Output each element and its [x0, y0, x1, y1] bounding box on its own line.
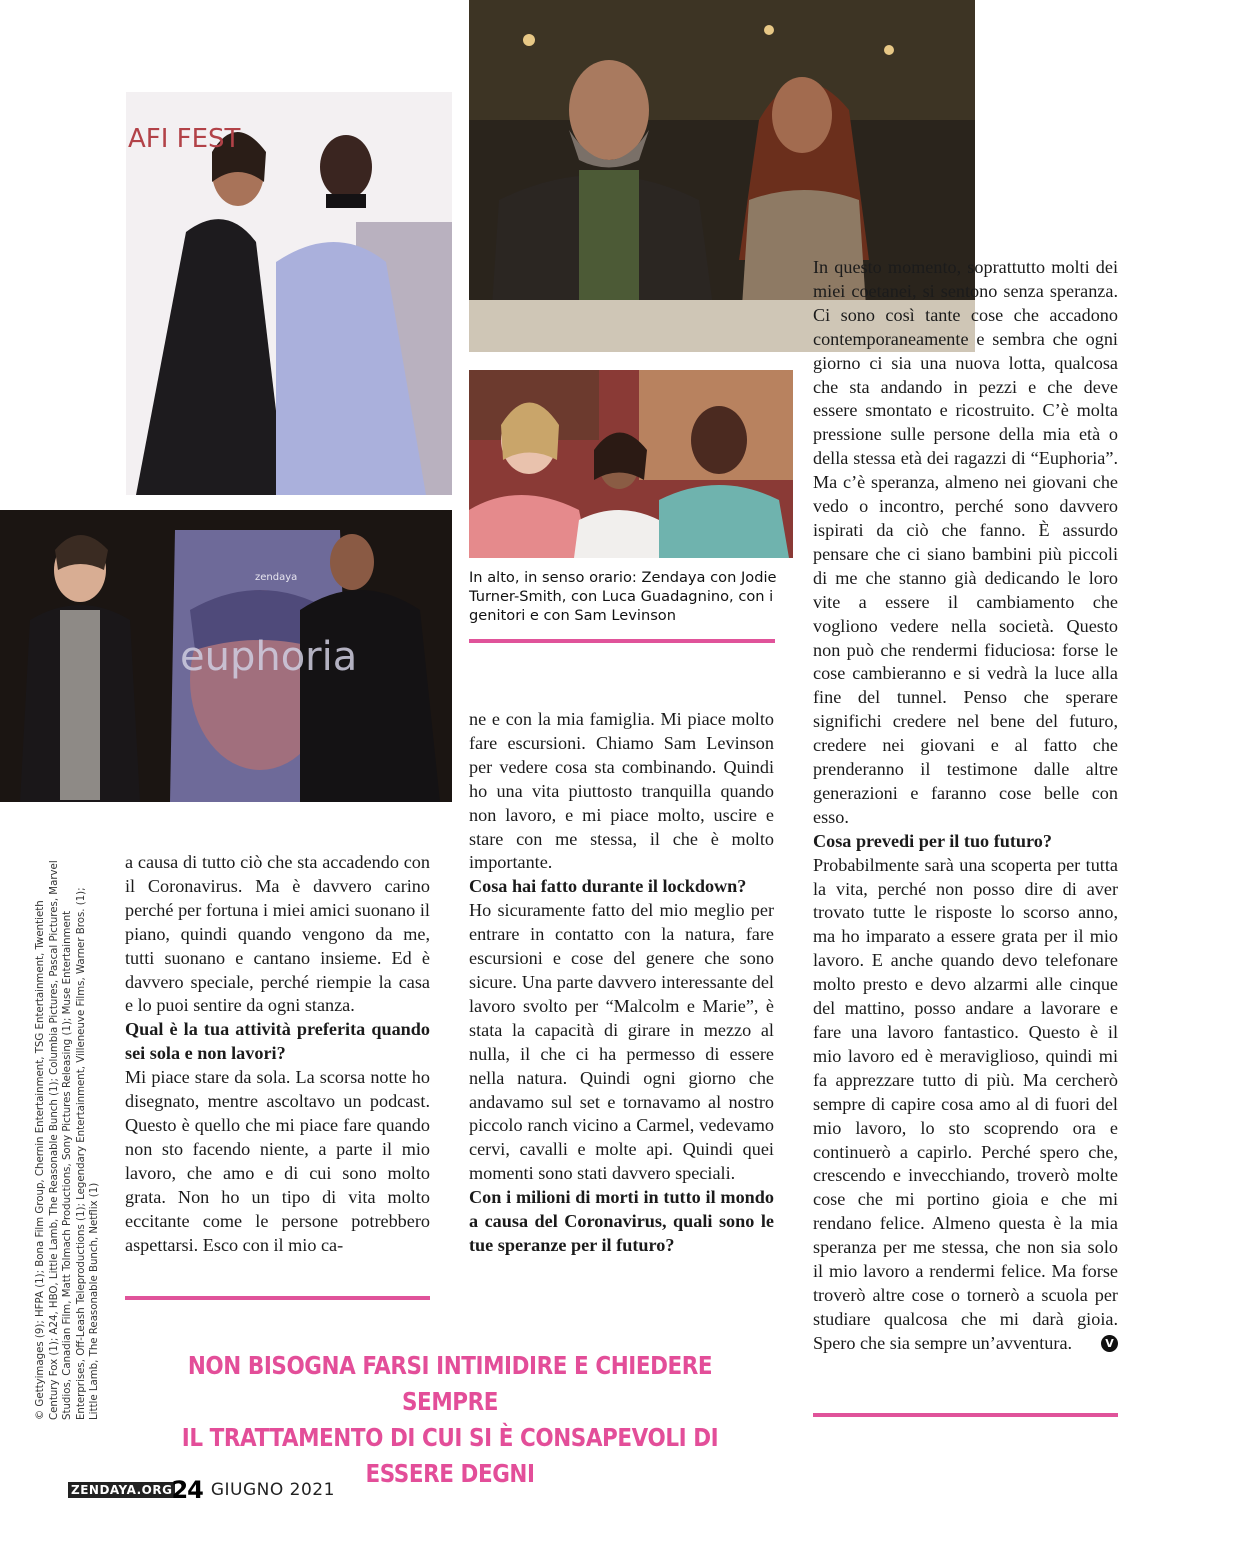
issue-date: GIUGNO 2021 — [210, 1480, 335, 1500]
photo-afi-fest — [126, 92, 452, 495]
col3-paragraph-1: In questo momento, soprattutto molti dei miei coetanei, si sentono senza speranza. Ci sono così tante cose che accadono contemporaneamente e sembra che ogni giorno ci sia una nuova lotta, qualcosa che sta andando in pezzi e che deve essere smontato e ricostruito. C’è molta pressione sulle persone della mia età o della stessa età dei ragazzi di “Euphoria”. Ma c’è speranza, almeno nei giovani che vedo o incontro, perché sono davvero ispirati da ciò che fanno. È assurdo pensare che ci siano bambini più piccoli di me che stanno già dedicando le loro vite a essere il cambiamento che vogliono vedere nella società. Questo non può che rendermi fiduciosa: forse le cose cambieranno e si vedrà la luce alla fine del tunnel. Penso che sperare significhi credere nel bene del futuro, credere nei giovani e al fatto che prenderanno il testimone dalle altre generazioni e faranno cose belle con esso. — [813, 257, 1118, 827]
end-mark-icon: V — [1101, 1335, 1118, 1352]
caption-rule — [469, 639, 775, 643]
photo-credits: © Gettyimages (9); HFPA (1); Bona Film Group, Chernin Entertainment, TSG Entertainment, Twentieth Century Fox (1); A24, HBO, Little Lamb, The Reasonable Bunch (1); Columbia Pictures, Pascal Pictures, Marvel Studios, Canadian Film, Matt Tolmach Productions, Sony Pictures Releasing (1); Muse Entertainment Enterprises, Off-Leash Teleproductions (1); Legendary Entertainment, Villeneuve Films, Warner Bros. (1); Little Lamb, The Reasonable Bunch, Netflix (1) — [35, 860, 100, 1420]
photo-family — [469, 370, 793, 558]
col1-question-1: Qual è la tua attività preferita quando sei sola e non lavori? — [125, 1019, 430, 1064]
column-2 — [469, 708, 774, 1258]
afi-sign: AFI FEST — [128, 124, 241, 154]
col2-paragraph-1: ne e con la mia famiglia. Mi piace molto fare escursioni. Chiamo Sam Levinson per vedere cosa sta combinando. Quindi ho una vita piuttosto tranquilla quando non lavoro, e mi piace molto, uscire e stare con me stessa, il che è molto importante. — [469, 709, 774, 873]
euphoria-poster-title: euphoria — [180, 634, 358, 680]
col2-question-2: Con i milioni di morti in tutto il mondo a causa del Coronavirus, quali sono le tue speranze per il futuro? — [469, 1187, 774, 1255]
col2-paragraph-2: Ho sicuramente fatto del mio meglio per entrare in contatto con la natura, fare escursioni e cose del genere che sono sicure. Una parte davvero interessante del lavoro svolto per “Malcolm e Marie”, è stata la capacità di girare in mezzo al nulla, il che ci ha permesso di essere nella natura. Quindi ogni giorno che andavamo sul set e tornavamo al nostro piccolo ranch vicino a Carmel, vedevamo cervi, cavalli e molte api. Quindi quei momenti sono stati davvero speciali. — [469, 900, 774, 1184]
col3-paragraph-2-text: Probabilmente sarà una scoperta per tutta la vita, perché non posso dire di aver trovato tutte le risposte lo scorso anno, ma ho imparato a essere grata per il mio lavoro. E anche quando devo telefonare molto presto e devo alzarmi alle cinque del mattino, posso andare a lavorare e fare una lavoro fantastico. Questo è il mio lavoro ed è meraviglioso, quindi mi fa apprezzare tutto di più. Ma cercherò sempre di capire cosa amo al di fuori del mio lavoro, lo sto scoprendo ora e continuerò a capirlo. Perché spero che, crescendo e invecchiando, troverò molte cose che mi portino gioia e che mi rendano felice. Almeno questa è la mia speranza per me stessa, che non sia solo il mio lavoro a rendermi felice. Ma forse troverò altre cose o tornerò a scuola per studiare qualcosa che mi darà gioia. Spero che sia sempre un’avventura. — [813, 854, 1118, 1353]
col3-question-1: Cosa prevedi per il tuo futuro? — [813, 830, 1052, 851]
col1-paragraph-2: Mi piace stare da sola. La scorsa notte ho disegnato, mentre ascoltavo un podcast. Questo è quello che mi piace fare quando non sto facendo niente, a parte il mio lavoro, che amo e di cui sono molto grata. Non ho un tipo di vita molto eccitante come le persone potrebbero aspettarsi. Esco con il mio ca- — [125, 1067, 430, 1255]
page-footer — [68, 1476, 335, 1504]
col1-paragraph-1: a causa di tutto ciò che sta accadendo con il Coronavirus. Ma è davvero carino perché per fortuna i miei amici suonano il piano, quindi quando vengono da me, tutti suonano e cantano insieme. Ed è davvero speciale, perché riempie la casa e lo puoi sentire da ogni stanza. — [125, 852, 430, 1016]
photo-caption: In alto, in senso orario: Zendaya con Jodie Turner-Smith, con Luca Guadagnino, con i genitori e con Sam Levinson — [469, 569, 777, 624]
site-logo: ZENDAYA.ORG — [68, 1482, 175, 1498]
column-1 — [125, 851, 430, 1257]
col1-rule — [125, 1296, 430, 1300]
column-3 — [813, 256, 1118, 1356]
euphoria-poster-small: zendaya — [255, 572, 298, 583]
col3-paragraph-2 — [813, 854, 1118, 1356]
page-number: 24 — [171, 1476, 203, 1504]
pull-quote-line-1: NON BISOGNA FARSI INTIMIDIRE E CHIEDERE SEMPRE — [187, 1351, 713, 1416]
pull-quote — [166, 1348, 734, 1492]
photo-euphoria — [0, 510, 452, 802]
col2-question-1: Cosa hai fatto durante il lockdown? — [469, 876, 747, 897]
col3-rule — [813, 1413, 1118, 1417]
pull-quote-line-2: IL TRATTAMENTO DI CUI SI È CONSAPEVOLI DI ESSERE DEGNI — [181, 1423, 719, 1488]
